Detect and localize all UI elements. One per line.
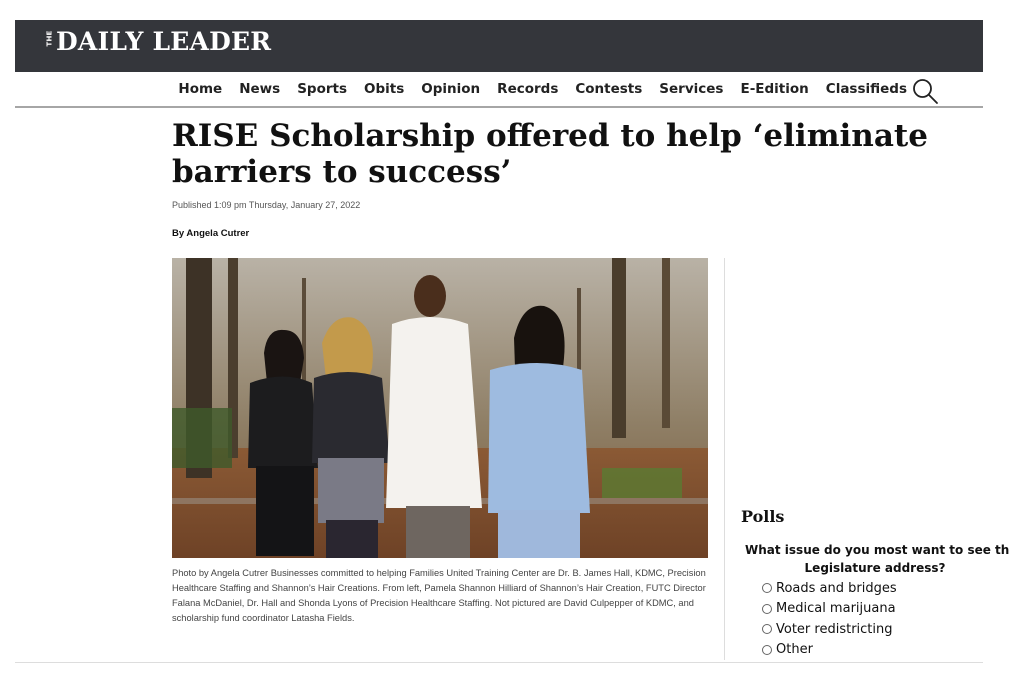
article-title: RISE Scholarship offered to help ‘eliminate barriers to success’ bbox=[172, 118, 928, 190]
poll-option-label: Roads and bridges bbox=[776, 580, 897, 596]
poll-option-redistricting[interactable] bbox=[762, 619, 897, 640]
nav-e-edition[interactable]: E-Edition bbox=[740, 81, 809, 97]
photo-caption: Photo by Angela Cutrer Businesses committed to helping Families United Training Center are Dr. B. James Hall, KDMC, Precision Healthcare Staffing and Shannon’s Hair Creations. From left, Pamela Shannon Hilliard of Shannon’s Hair Creation, FUTC Director Falana McDaniel, Dr. Hall and Shonda Lyons of Precision Healthcare Staffing. Not pictured are David Culpepper of KDMC, and scholarship fund coordinator Latasha Fields. bbox=[172, 568, 706, 623]
nav-records[interactable]: Records bbox=[497, 81, 559, 97]
nav-home[interactable]: Home bbox=[178, 81, 223, 97]
radio-button[interactable] bbox=[762, 583, 772, 593]
poll-question-line2: Legislature address? bbox=[804, 561, 946, 575]
poll-options bbox=[762, 578, 897, 660]
radio-button[interactable] bbox=[762, 624, 772, 634]
nav-news[interactable]: News bbox=[239, 81, 281, 97]
nav-obits[interactable]: Obits bbox=[364, 81, 405, 97]
logo-prefix: THE bbox=[45, 30, 54, 47]
radio-button[interactable] bbox=[762, 645, 772, 655]
radio-button[interactable] bbox=[762, 604, 772, 614]
search-icon[interactable] bbox=[911, 77, 939, 105]
poll-option-marijuana[interactable] bbox=[762, 599, 897, 620]
column-divider bbox=[724, 258, 725, 660]
poll-option-label: Medical marijuana bbox=[776, 601, 896, 617]
nav-contests[interactable]: Contests bbox=[575, 81, 643, 97]
nav-items bbox=[161, 81, 907, 97]
article-photo[interactable] bbox=[172, 258, 708, 558]
site-logo[interactable] bbox=[45, 27, 271, 56]
nav-classifieds[interactable]: Classifieds bbox=[825, 81, 907, 97]
poll-option-other[interactable] bbox=[762, 640, 897, 661]
logo-text: DAILY LEADER bbox=[56, 27, 272, 56]
poll-option-label: Voter redistricting bbox=[776, 621, 893, 637]
byline: By Angela Cutrer bbox=[172, 228, 250, 239]
content-divider bbox=[15, 662, 983, 663]
polls-heading: Polls bbox=[741, 507, 785, 526]
poll-option-label: Other bbox=[776, 642, 813, 658]
published-date: Published 1:09 pm Thursday, January 27, 2022 bbox=[172, 200, 361, 210]
poll-question bbox=[745, 541, 1010, 577]
main-nav bbox=[15, 72, 983, 108]
site-header bbox=[15, 20, 983, 72]
nav-opinion[interactable]: Opinion bbox=[421, 81, 481, 97]
poll-option-roads[interactable] bbox=[762, 578, 897, 599]
poll-question-line1: What issue do you most want to see th bbox=[745, 543, 1010, 557]
nav-services[interactable]: Services bbox=[659, 81, 724, 97]
nav-sports[interactable]: Sports bbox=[297, 81, 347, 97]
